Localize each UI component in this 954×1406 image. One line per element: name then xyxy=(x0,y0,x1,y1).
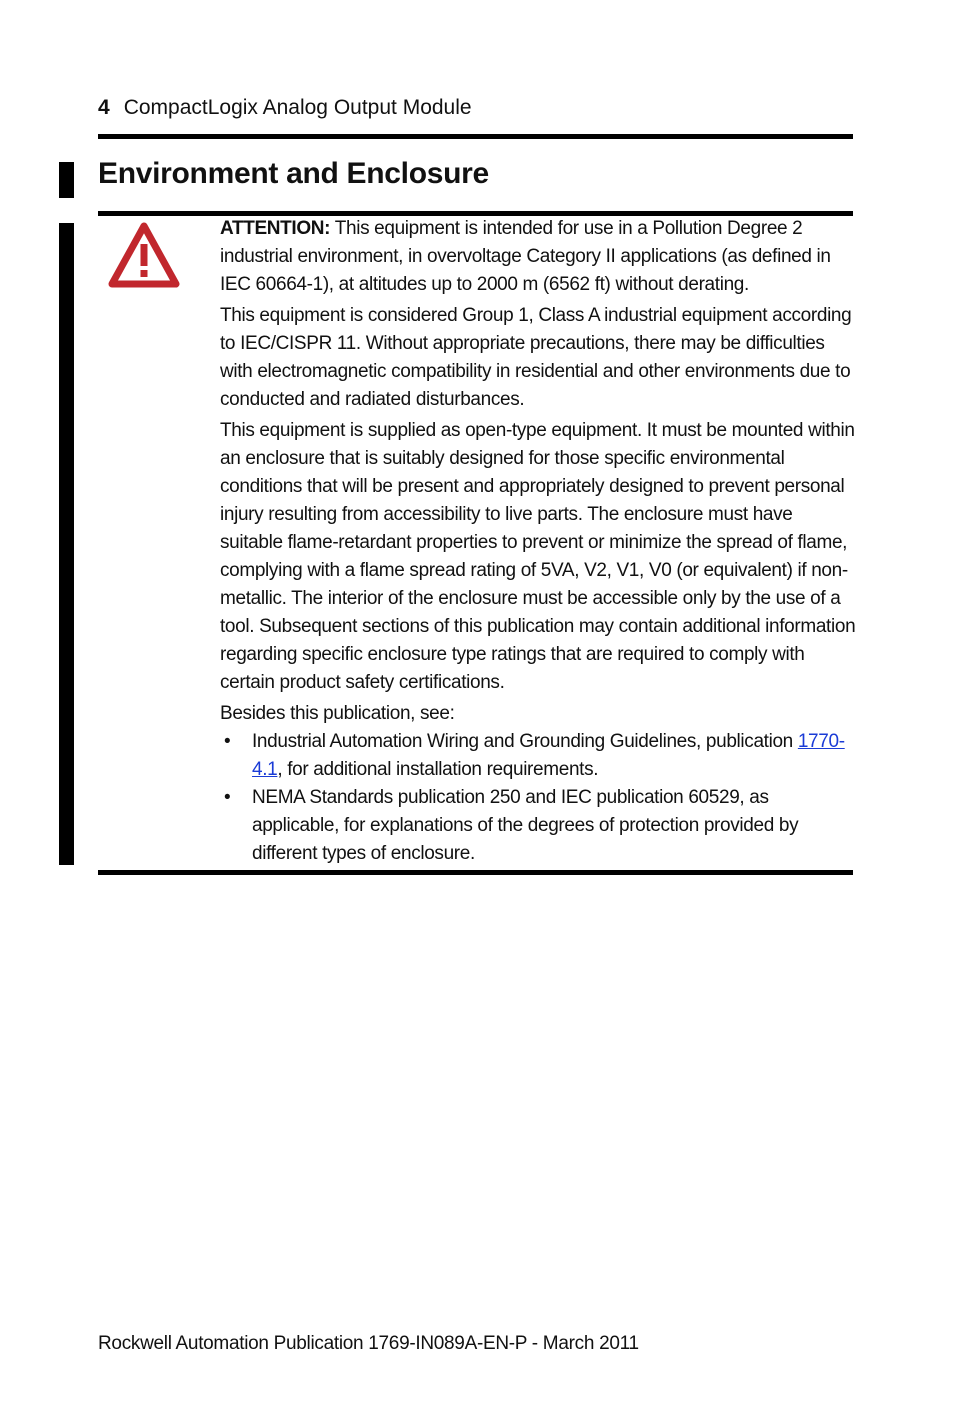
section-marker-bar xyxy=(59,162,74,198)
list-item xyxy=(220,784,860,868)
attention-paragraph-1 xyxy=(220,215,860,299)
section-title: Environment and Enclosure xyxy=(98,157,489,190)
attention-paragraph-1-text: This equipment is intended for use in a Pollution Degree 2 industrial environment, in overvoltage Category II applications (as defined in IEC 60664-1), at altitudes up to 2000 m (6562 ft) without derating. xyxy=(220,218,831,295)
header-rule xyxy=(98,134,853,139)
running-header xyxy=(98,94,472,122)
list-item xyxy=(220,728,860,784)
attention-box-bottom-rule xyxy=(98,870,853,875)
see-also-intro: Besides this publication, see: xyxy=(220,703,455,724)
attention-content xyxy=(220,215,860,868)
publication-link[interactable]: 1770-4.1 xyxy=(252,731,845,780)
document-title: CompactLogix Analog Output Module xyxy=(123,96,472,119)
see-also-list xyxy=(220,728,860,868)
list-item-text: NEMA Standards publication 250 and IEC publication 60529, as applicable, for explanations of the degrees of protection provided by different types of enclosure. xyxy=(252,787,799,864)
attention-paragraph-3: This equipment is supplied as open-type equipment. It must be mounted within an enclosure that is suitably designed for those specific environmental conditions that will be present and appropriately designed to prevent personal injury resulting from accessibility to live parts. The enclosure must have suitable flame-retardant properties to prevent or minimize the spread of flame, complying with a flame spread rating of 5VA, V2, V1, V0 (or equivalent) if non-metallic. The interior of the enclosure must be accessible only by the use of a tool. Subsequent sections of this publication may contain additional information regarding specific enclosure type ratings that are required to comply with certain product safety certifications. xyxy=(220,420,856,693)
list-item-text-after: , for additional installation requirements. xyxy=(277,759,599,780)
page-number: 4 xyxy=(98,96,110,119)
warning-triangle-icon xyxy=(108,222,180,288)
attention-label: ATTENTION: xyxy=(220,218,331,239)
page-footer: Rockwell Automation Publication 1769-IN089A-EN-P - March 2011 xyxy=(98,1333,639,1354)
attention-paragraph-2: This equipment is considered Group 1, Class A industrial equipment according to IEC/CISPR 11. Without appropriate precautions, there may be difficulties with electromagnetic compatibility in residential and other environments due to conducted and radiated disturbances. xyxy=(220,305,852,410)
bullet-glyph: • xyxy=(224,787,231,808)
bullet-glyph: • xyxy=(224,731,231,752)
list-item-text: Industrial Automation Wiring and Grounding Guidelines, publication xyxy=(252,731,793,752)
change-bar xyxy=(59,223,74,865)
